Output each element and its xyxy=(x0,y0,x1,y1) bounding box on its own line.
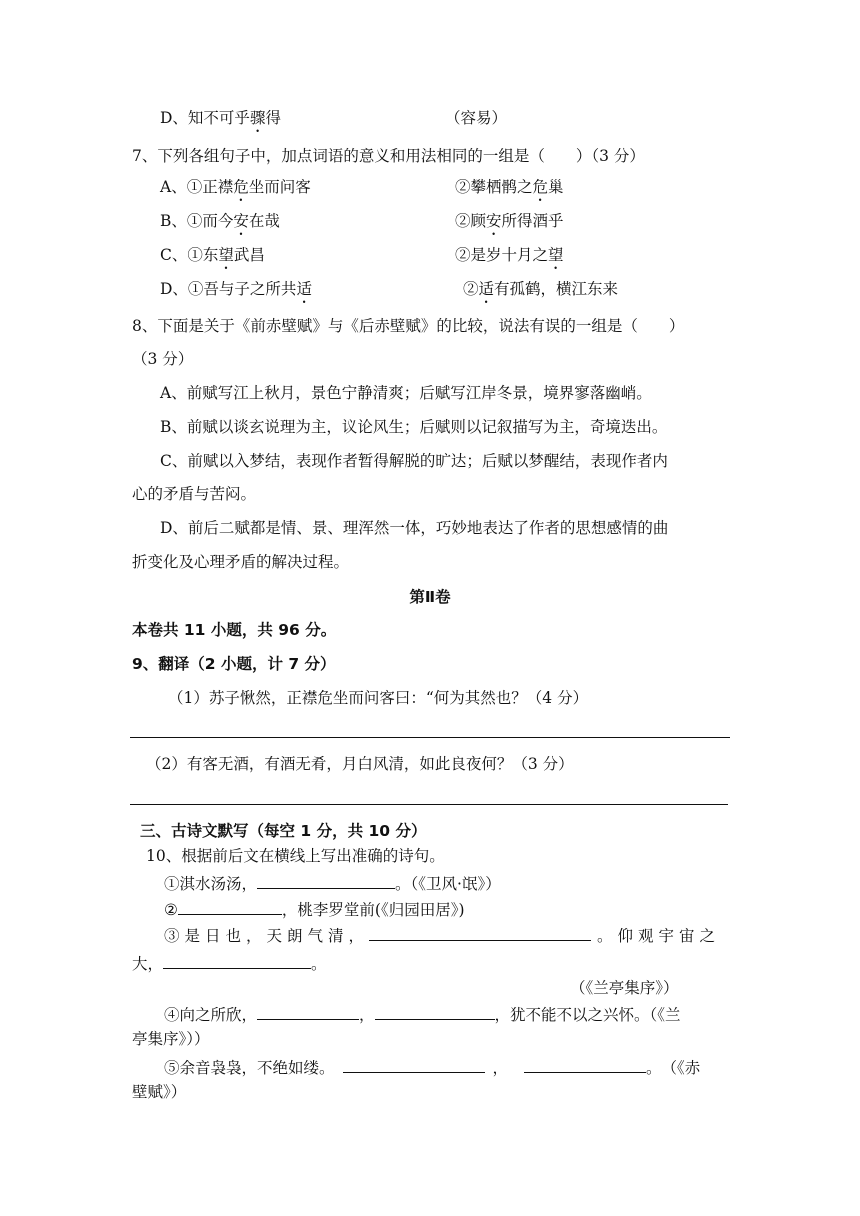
q7-b2-dot: 安 xyxy=(486,212,502,230)
q6-option-d xyxy=(160,108,281,136)
q6-d-dotted-char: 骤 xyxy=(249,109,266,127)
q10-blank-3[interactable] xyxy=(369,924,591,941)
q10-blank-2[interactable] xyxy=(178,898,282,915)
q10-item1-post: 。（《卫风·氓》） xyxy=(395,875,501,893)
q7-c2-dot: 望 xyxy=(548,246,564,264)
q7-option-d-1 xyxy=(160,279,312,307)
q10-item5-mid: ， xyxy=(492,1059,509,1077)
q7-d2-pre: ② xyxy=(463,280,479,298)
part2-title: 第Ⅱ卷 xyxy=(409,588,451,606)
q10-item-1 xyxy=(164,872,501,894)
q10-item-2 xyxy=(164,898,465,920)
q7-d1-pre: D、①吾与子之所共 xyxy=(160,280,297,298)
q10-item-4 xyxy=(164,1003,681,1025)
q7-b1-post: 在哉 xyxy=(248,212,280,230)
q10-item-3 xyxy=(164,924,720,946)
q7-option-b-1 xyxy=(160,211,280,239)
q8-option-c-line2: 心的矛盾与苦闷。 xyxy=(132,485,257,503)
q7-b1-dot: 安 xyxy=(233,212,249,230)
q7-c1-dot: 望 xyxy=(218,246,234,264)
q8-stem: 8、下面是关于《前赤壁赋》与《后赤壁赋》的比较，说法有误的一组是（ ） xyxy=(132,317,685,335)
q7-c1-post: 武昌 xyxy=(233,246,265,264)
q8-option-b: B、前赋以谈玄说理为主，议论风生；后赋则以记叙描写为主，奇境迭出。 xyxy=(160,418,668,436)
q7-option-b-2 xyxy=(455,211,564,239)
q10-item5-pre: ⑤余音袅袅，不绝如缕。 xyxy=(164,1059,335,1077)
q6-d-text: D、知不可乎 xyxy=(160,109,250,127)
q7-a2-pre: ②攀栖鹘之 xyxy=(455,178,533,196)
q10-item4-mid: ， xyxy=(359,1006,375,1024)
q10-blank-4[interactable] xyxy=(163,952,311,969)
q10-item2-post: ，桃李罗堂前(《归园田居》) xyxy=(281,901,465,919)
sec3-title: 三、古诗文默写（每空 1 分，共 10 分） xyxy=(140,822,427,840)
q10-item5-post: 。 （《赤 xyxy=(646,1059,701,1077)
q10-item3-pre: ③是日也，天朗气清， xyxy=(164,927,370,945)
q8-points: （3 分） xyxy=(132,350,194,368)
q10-item3-l2-post: 。 xyxy=(311,955,327,973)
q7-option-a-1 xyxy=(160,177,311,205)
q10-blank-1[interactable] xyxy=(257,872,395,889)
q10-item3-l2-pre: 大， xyxy=(132,955,164,973)
q7-d2-post: 有孤鹤，横江东来 xyxy=(494,280,619,298)
q10-item4-post: ，犹不能不以之兴怀。（《兰 xyxy=(494,1006,681,1024)
q7-b2-post: 所得酒乎 xyxy=(501,212,564,230)
q7-stem: 7、下列各组句子中，加点词语的意义和用法相同的一组是（ ）（3 分） xyxy=(132,147,645,165)
q7-d2-dot: 适 xyxy=(478,280,495,298)
q7-b1-pre: B、①而今 xyxy=(160,212,234,230)
q7-option-a-2 xyxy=(455,177,564,205)
q10-item3-post: 。仰观宇宙之 xyxy=(597,927,721,945)
q9-answer-line-2[interactable] xyxy=(130,804,728,805)
q10-item-5-line2: 壁赋》） xyxy=(132,1083,187,1101)
q9-sentence-2: （2）有客无酒，有酒无肴，月白风清，如此良夜何？（3 分） xyxy=(146,755,574,773)
q10-stem: 10、根据前后文在横线上写出准确的诗句。 xyxy=(146,847,445,865)
q7-d1-dot: 适 xyxy=(296,280,312,298)
q10-item-3-line2 xyxy=(132,952,327,974)
q7-a2-dot: 危 xyxy=(532,178,549,196)
q10-item2-pre: ② xyxy=(164,901,178,919)
q7-option-c-2 xyxy=(455,245,564,273)
q10-item4-pre: ④向之所欣， xyxy=(164,1006,258,1024)
q8-option-d-line1: D、前后二赋都是情、景、理浑然一体，巧妙地表达了作者的思想感情的曲 xyxy=(160,519,669,537)
q10-item-4-line2: 亭集序》）） xyxy=(132,1030,210,1048)
q10-item-5 xyxy=(164,1056,700,1078)
q7-a1-post: 坐而问客 xyxy=(248,178,311,196)
part2-summary: 本卷共 11 小题，共 96 分。 xyxy=(132,621,337,639)
q10-item1-pre: ①淇水汤汤， xyxy=(164,875,258,893)
q7-a2-post: 巢 xyxy=(548,178,564,196)
q9-sentence-1: （1）苏子愀然，正襟危坐而问客曰：“何为其然也？（4 分） xyxy=(168,689,589,707)
q10-blank-8[interactable] xyxy=(524,1056,646,1073)
q10-item-3-source: （《兰亭集序》） xyxy=(570,979,679,997)
q6-d-note: （容易） xyxy=(445,109,508,127)
q7-option-c-1 xyxy=(160,245,265,273)
q7-a1-pre: A、①正襟 xyxy=(160,178,234,196)
q10-blank-7[interactable] xyxy=(343,1056,485,1073)
q8-option-a: A、前赋写江上秋月，景色宁静清爽；后赋写江岸冬景，境界寥落幽峭。 xyxy=(160,384,652,402)
q7-option-d-2 xyxy=(463,279,618,307)
q10-blank-6[interactable] xyxy=(375,1003,495,1020)
q9-title: 9、翻译（2 小题，计 7 分） xyxy=(132,655,336,673)
q10-blank-5[interactable] xyxy=(257,1003,359,1020)
q8-option-c-line1: C、前赋以入梦结，表现作者暂得解脱的旷达；后赋以梦醒结，表现作者内 xyxy=(160,452,668,470)
q7-b2-pre: ②顾 xyxy=(455,212,487,230)
q6-d-text-end: 得 xyxy=(265,109,281,127)
q7-a1-dot: 危 xyxy=(233,178,249,196)
q9-answer-line-1[interactable] xyxy=(130,737,730,738)
q7-c2-pre: ②是岁十月之 xyxy=(455,246,549,264)
q8-option-d-line2: 折变化及心理矛盾的解决过程。 xyxy=(132,553,350,571)
q7-c1-pre: C、①东 xyxy=(160,246,219,264)
